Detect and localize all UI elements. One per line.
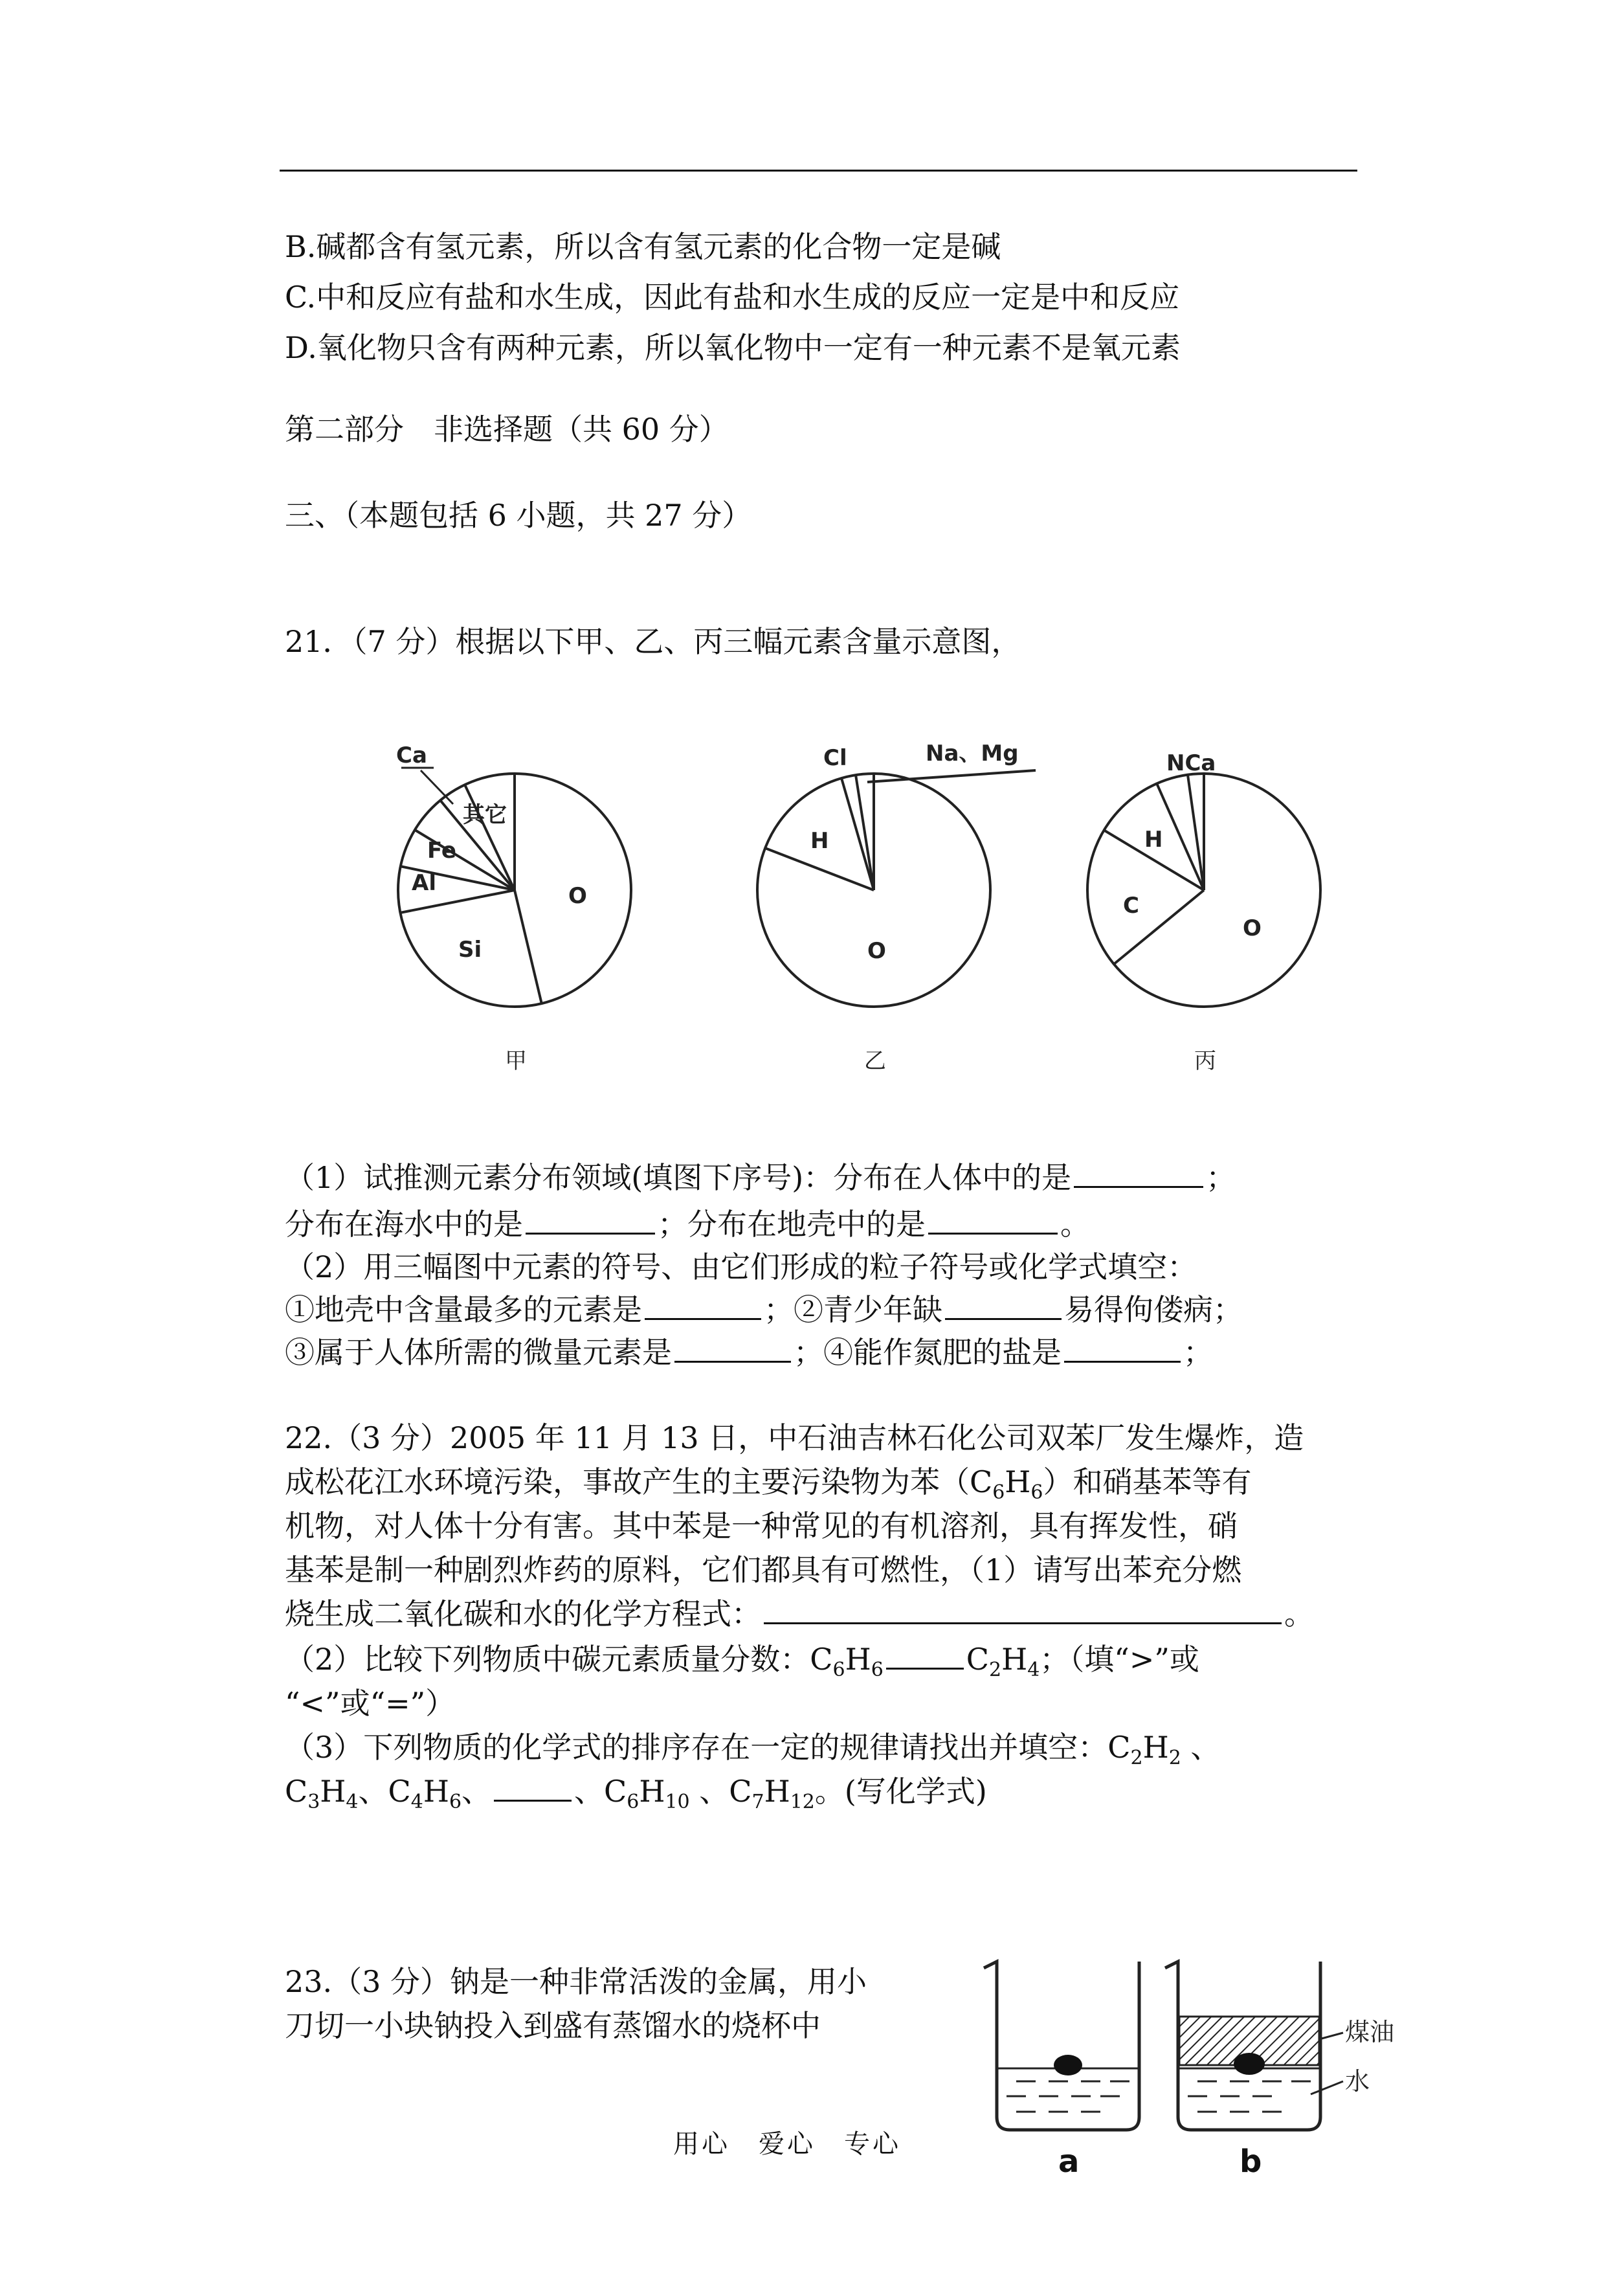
answer-blank[interactable] <box>1074 1158 1203 1188</box>
option-d: D.氧化物只含有两种元素，所以氧化物中一定有一种元素不是氧元素 <box>285 330 1181 365</box>
water-label: 水 <box>1345 2067 1370 2096</box>
label-jia-other: 其它 <box>463 802 507 828</box>
answer-blank[interactable] <box>526 1204 655 1235</box>
answer-blank[interactable] <box>928 1204 1058 1235</box>
label-jia-ca: Ca <box>396 743 427 768</box>
q23-line1: 23.（3 分）钠是一种非常活泼的金属，用小 <box>285 1964 867 1999</box>
q21-part4: ③属于人体所需的微量元素是 ；④能作氮肥的盐是 ； <box>285 1332 1213 1372</box>
q22-line6: （2）比较下列物质中碳元素质量分数：$C_6H_6$ $C_2H_4$；（填“>”或 <box>285 1639 1199 1690</box>
label-jia-al: Al <box>412 870 436 896</box>
q22-line1: 22.（3 分）2005 年 11 月 13 日，中石油吉林石化公司双苯厂发生爆炸，造 <box>285 1420 1304 1455</box>
label-bing-h: H <box>1144 827 1163 853</box>
caption-yi: 乙 <box>864 1048 886 1074</box>
q21-part3: ①地壳中含量最多的元素是 ；②青少年缺 易得佝偻病； <box>285 1290 1243 1330</box>
q21-part1a: （1）试推测元素分布领域(填图下序号)：分布在人体中的是 ； <box>285 1158 1236 1198</box>
answer-blank[interactable] <box>945 1290 1062 1320</box>
label-jia-o: O <box>568 883 587 909</box>
option-c: C.中和反应有盐和水生成，因此有盐和水生成的反应一定是中和反应 <box>285 280 1180 315</box>
q22-line4: 基苯是制一种剧烈炸药的原料，它们都具有可燃性，（1）请写出苯充分燃 <box>285 1552 1242 1587</box>
q22-line7: “<”或“=”） <box>285 1686 456 1721</box>
answer-blank[interactable] <box>1064 1332 1181 1363</box>
q21-part1b: 分布在海水中的是 ；分布在地壳中的是 。 <box>285 1204 1090 1244</box>
label-bing-c: C <box>1123 893 1139 919</box>
answer-blank[interactable] <box>674 1332 791 1363</box>
q22-line9: $C_3H_4$、$C_4H_6$、 、$C_6H_{10}$ 、$C_7H_{12}$。(写化学式) <box>285 1771 987 1822</box>
q22-line5: 烧生成二氧化碳和水的化学方程式： 。 <box>285 1594 1314 1634</box>
beaker-figure <box>971 1949 1395 2220</box>
label-yi-o: O <box>867 938 886 964</box>
beaker-a-label: a <box>1058 2143 1080 2180</box>
kerosene-label: 煤油 <box>1345 2018 1395 2046</box>
equation-blank[interactable] <box>764 1594 1282 1624</box>
header-rule <box>280 170 1357 172</box>
page-footer: 用心 爱心 专心 <box>673 2129 901 2159</box>
option-b: B.碱都含有氢元素，所以含有氢元素的化合物一定是碱 <box>285 229 1001 264</box>
q23-line2: 刀切一小块钠投入到盛有蒸馏水的烧杯中 <box>285 2008 821 2043</box>
label-bing-nca: NCa <box>1166 750 1216 776</box>
label-jia-fe: Fe <box>427 838 456 864</box>
label-yi-na-mg: Na、Mg <box>926 741 1019 766</box>
q22-line2: 成松花江水环境污染，事故产生的主要污染物为苯$(C_6H_6)$和硝基苯等有 <box>285 1464 1252 1504</box>
caption-jia: 甲 <box>505 1048 527 1074</box>
caption-bing: 丙 <box>1194 1048 1216 1074</box>
label-yi-cl: Cl <box>823 745 847 771</box>
answer-blank[interactable] <box>886 1639 964 1670</box>
q21-part2: （2）用三幅图中元素的符号、由它们形成的粒子符号或化学式填空： <box>285 1249 1197 1284</box>
q22-line8: （3）下列物质的化学式的排序存在一定的规律请找出并填空：$C_2H_2$ 、 <box>285 1730 1221 1769</box>
q22-line3: 机物，对人体十分有害。其中苯是一种常见的有机溶剂，具有挥发性，硝 <box>285 1508 1238 1543</box>
q21-stem: 21．（7 分）根据以下甲、乙、丙三幅元素含量示意图， <box>285 624 1021 659</box>
beaker-b-label: b <box>1240 2143 1262 2180</box>
section3-title: 三、（本题包括 6 小题，共 27 分） <box>285 498 752 533</box>
label-yi-h: H <box>810 828 829 854</box>
part2-title: 第二部分 非选择题（共 60 分） <box>285 412 729 447</box>
label-bing-o: O <box>1243 915 1262 941</box>
answer-blank[interactable] <box>645 1290 761 1320</box>
element-content-pie-figures <box>350 725 1398 1088</box>
label-jia-si: Si <box>458 937 482 963</box>
answer-blank[interactable] <box>494 1771 572 1802</box>
